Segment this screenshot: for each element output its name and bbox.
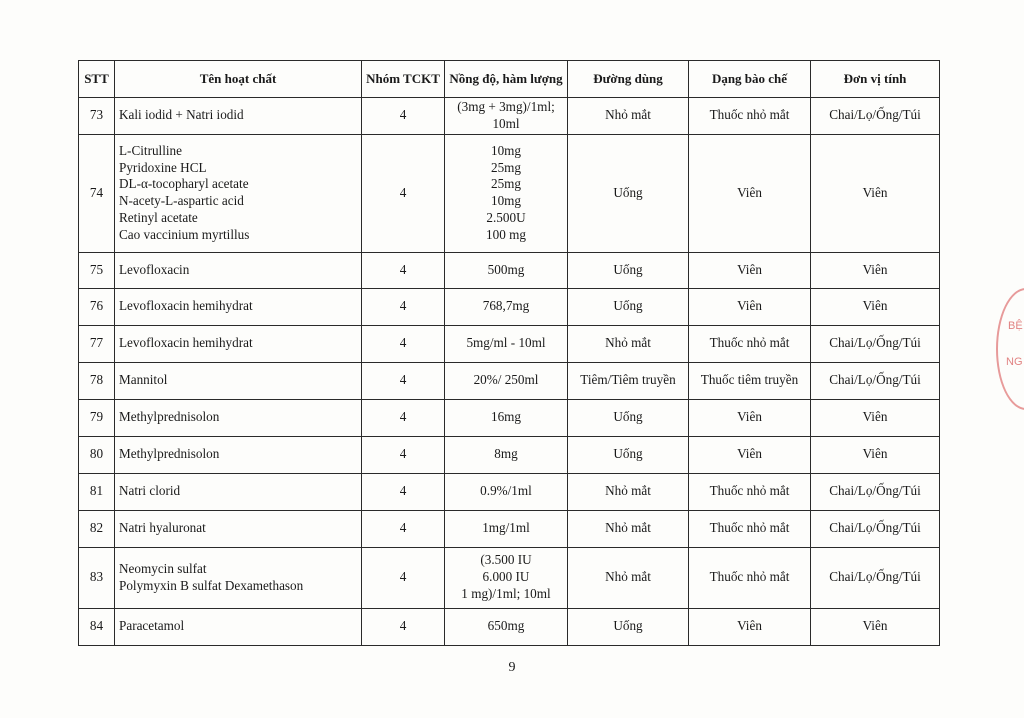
row-unit: Viên <box>811 288 940 325</box>
red-stamp-seal <box>996 288 1024 410</box>
row-route: Uống <box>568 399 689 436</box>
row-name: Kali iodid + Natri iodid <box>115 98 362 135</box>
header-stt: STT <box>79 61 115 98</box>
row-stt: 76 <box>79 288 115 325</box>
row-stt: 79 <box>79 399 115 436</box>
row-route: Nhỏ mắt <box>568 510 689 547</box>
row-name: Natri hyaluronat <box>115 510 362 547</box>
table-row <box>79 325 940 362</box>
row-stt: 84 <box>79 608 115 645</box>
header-unit: Đơn vị tính <box>811 61 940 98</box>
row-name: Levofloxacin hemihydrat <box>115 325 362 362</box>
table-row <box>79 608 940 645</box>
row-stt: 82 <box>79 510 115 547</box>
row-name: Methylprednisolon <box>115 436 362 473</box>
header-name: Tên hoạt chất <box>115 61 362 98</box>
row-strength: (3.500 IU 6.000 IU 1 mg)/1ml; 10ml <box>445 547 568 608</box>
header-form: Dạng bào chế <box>689 61 811 98</box>
row-stt: 73 <box>79 98 115 135</box>
row-route: Uống <box>568 252 689 288</box>
row-unit: Viên <box>811 436 940 473</box>
row-group: 4 <box>362 98 445 135</box>
row-group: 4 <box>362 399 445 436</box>
row-route: Nhỏ mắt <box>568 325 689 362</box>
row-form: Thuốc nhỏ mắt <box>689 510 811 547</box>
row-form: Thuốc nhỏ mắt <box>689 547 811 608</box>
table-row <box>79 98 940 135</box>
row-route: Uống <box>568 288 689 325</box>
row-group: 4 <box>362 473 445 510</box>
table-row <box>79 252 940 288</box>
row-group: 4 <box>362 325 445 362</box>
table-row <box>79 362 940 399</box>
table-row <box>79 473 940 510</box>
header-route: Đường dùng <box>568 61 689 98</box>
row-group: 4 <box>362 134 445 252</box>
row-unit: Chai/Lọ/Ống/Túi <box>811 510 940 547</box>
row-strength: 0.9%/1ml <box>445 473 568 510</box>
row-route: Nhỏ mắt <box>568 473 689 510</box>
row-unit: Chai/Lọ/Ống/Túi <box>811 362 940 399</box>
row-unit: Chai/Lọ/Ống/Túi <box>811 473 940 510</box>
row-unit: Viên <box>811 399 940 436</box>
drug-list-table <box>78 60 940 646</box>
row-unit: Chai/Lọ/Ống/Túi <box>811 325 940 362</box>
row-group: 4 <box>362 288 445 325</box>
row-strength: 5mg/ml - 10ml <box>445 325 568 362</box>
row-name: Levofloxacin hemihydrat <box>115 288 362 325</box>
row-stt: 81 <box>79 473 115 510</box>
row-strength: 8mg <box>445 436 568 473</box>
row-route: Nhỏ mắt <box>568 547 689 608</box>
row-form: Viên <box>689 436 811 473</box>
row-strength: 768,7mg <box>445 288 568 325</box>
header-strength: Nồng độ, hàm lượng <box>445 61 568 98</box>
row-group: 4 <box>362 252 445 288</box>
row-group: 4 <box>362 608 445 645</box>
row-form: Thuốc nhỏ mắt <box>689 325 811 362</box>
page-number: 9 <box>508 660 516 675</box>
row-form: Viên <box>689 134 811 252</box>
table-row <box>79 399 940 436</box>
table-row <box>79 288 940 325</box>
row-stt: 77 <box>79 325 115 362</box>
row-unit: Viên <box>811 252 940 288</box>
seal-text-bottom: NG <box>1006 356 1023 368</box>
row-stt: 74 <box>79 134 115 252</box>
table-row <box>79 547 940 608</box>
row-name: Neomycin sulfat Polymyxin B sulfat Dexamethason <box>115 547 362 608</box>
row-unit: Chai/Lọ/Ống/Túi <box>811 98 940 135</box>
table-row <box>79 436 940 473</box>
row-strength: 10mg 25mg 25mg 10mg 2.500U 100 mg <box>445 134 568 252</box>
row-name: Levofloxacin <box>115 252 362 288</box>
table-row <box>79 134 940 252</box>
row-form: Viên <box>689 288 811 325</box>
table-header-row <box>79 61 940 98</box>
row-group: 4 <box>362 362 445 399</box>
row-stt: 80 <box>79 436 115 473</box>
row-group: 4 <box>362 436 445 473</box>
row-name: Methylprednisolon <box>115 399 362 436</box>
row-strength: 1mg/1ml <box>445 510 568 547</box>
row-stt: 78 <box>79 362 115 399</box>
row-stt: 83 <box>79 547 115 608</box>
row-route: Tiêm/Tiêm truyền <box>568 362 689 399</box>
row-strength: 16mg <box>445 399 568 436</box>
row-strength: (3mg + 3mg)/1ml; 10ml <box>445 98 568 135</box>
row-strength: 650mg <box>445 608 568 645</box>
row-stt: 75 <box>79 252 115 288</box>
row-form: Viên <box>689 399 811 436</box>
row-unit: Chai/Lọ/Ống/Túi <box>811 547 940 608</box>
table-row <box>79 510 940 547</box>
row-strength: 500mg <box>445 252 568 288</box>
row-group: 4 <box>362 510 445 547</box>
row-name: Mannitol <box>115 362 362 399</box>
row-form: Thuốc tiêm truyền <box>689 362 811 399</box>
row-route: Uống <box>568 608 689 645</box>
row-name: Natri clorid <box>115 473 362 510</box>
row-unit: Viên <box>811 134 940 252</box>
row-name: L-Citrulline Pyridoxine HCL DL-α-tocopharyl acetate N-acety-L-aspartic acid Retinyl acetate Cao vaccinium myrtillus <box>115 134 362 252</box>
header-group: Nhóm TCKT <box>362 61 445 98</box>
row-route: Nhỏ mắt <box>568 98 689 135</box>
row-form: Viên <box>689 608 811 645</box>
row-group: 4 <box>362 547 445 608</box>
seal-text-top: BỆ <box>1008 320 1023 332</box>
row-form: Viên <box>689 252 811 288</box>
row-strength: 20%/ 250ml <box>445 362 568 399</box>
row-unit: Viên <box>811 608 940 645</box>
row-form: Thuốc nhỏ mắt <box>689 98 811 135</box>
row-route: Uống <box>568 436 689 473</box>
row-route: Uống <box>568 134 689 252</box>
row-form: Thuốc nhỏ mắt <box>689 473 811 510</box>
row-name: Paracetamol <box>115 608 362 645</box>
